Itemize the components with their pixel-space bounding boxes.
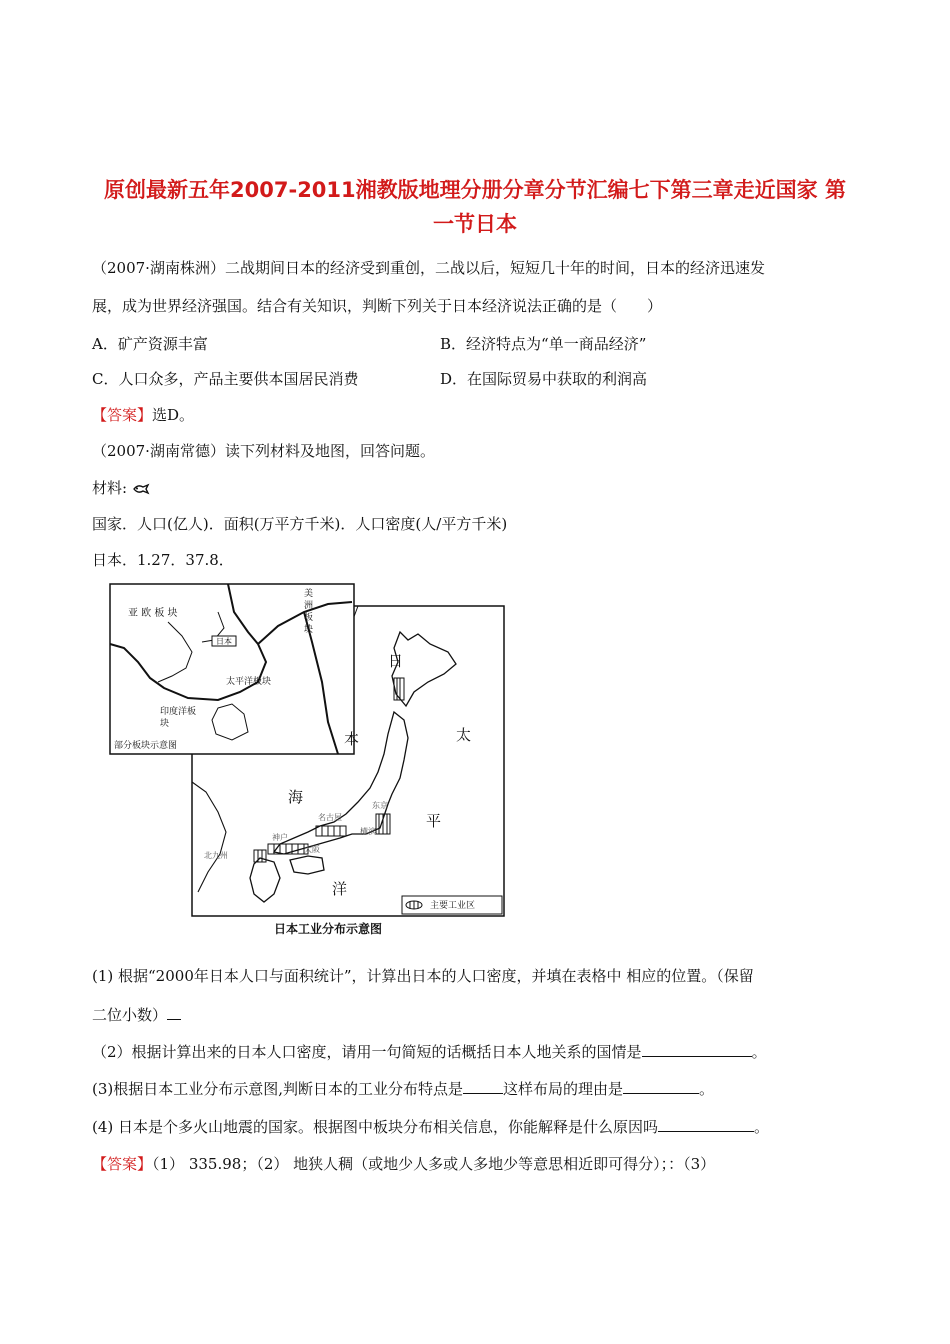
sub3-period: 。 <box>699 1080 715 1098</box>
label-eurasian-plate: 亚 欧 板 块 <box>128 608 178 619</box>
japan-map-figure <box>108 582 508 938</box>
q1-option-d: D．在国际贸易中获取的利润高 <box>440 370 648 388</box>
label-nagoya: 名古屋 <box>318 813 342 822</box>
label-sea-hai: 海 <box>288 788 304 806</box>
sub1-blank[interactable] <box>167 1005 181 1020</box>
label-japan-inset: 日本 <box>216 637 232 646</box>
label-yokohama: 横滨 <box>360 827 376 836</box>
sub4-blank[interactable] <box>658 1117 754 1132</box>
title-line-1: 原创最新五年2007-2011湘教版地理分册分章分节汇编七下第三章走近国家 第 <box>104 178 846 202</box>
sub2-period: 。 <box>751 1043 767 1061</box>
sub3-blank-2[interactable] <box>623 1079 699 1094</box>
sub3-text-b: 这样布局的理由是 <box>503 1080 624 1098</box>
label-ocean-yang: 洋 <box>332 880 348 898</box>
sub3-text-a: (3)根据日本工业分布示意图,判断日本的工业分布特点是 <box>92 1080 464 1098</box>
sub3-blank-1[interactable] <box>463 1079 503 1094</box>
sub4-period: 。 <box>754 1118 770 1136</box>
sub2-blank[interactable] <box>642 1042 752 1057</box>
q2-material <box>92 477 150 498</box>
sub1-line2-text: 二位小数） <box>92 1006 168 1024</box>
material-table-row: 日本．1.27．37.8． <box>92 551 234 569</box>
q1-stem-line2: 展，成为世界经济强国。结合有关知识，判断下列关于日本经济说法正确的是（ ） <box>92 297 663 315</box>
legend-label: 主要工业区 <box>430 901 476 911</box>
sub2-text: （2）根据计算出来的日本人口密度，请用一句简短的话概括日本人地关系的国情是 <box>92 1043 642 1061</box>
answer-text-2: （1） 335.98；（2） 地狭人稠（或地少人多或人多地少等意思相近即可得分）；：（3） <box>152 1155 716 1173</box>
title-line-2: 一节日本 <box>433 212 517 236</box>
label-pacific-plate: 太平洋板块 <box>226 677 272 687</box>
q2-sub3 <box>92 1078 714 1099</box>
q1-answer <box>92 404 194 425</box>
label-ocean-ping: 平 <box>426 812 442 830</box>
q1-stem-line1: （2007·湖南株洲）二战期间日本的经济受到重创，二战以后，短短几十年的时间，日本的经济迅速发 <box>92 259 765 277</box>
q1-option-c: C．人口众多，产品主要供本国居民消费 <box>92 370 359 388</box>
answer-text: 选D。 <box>152 406 195 424</box>
material-label: 材料: <box>92 479 128 497</box>
answer-tag-2: 【答案】 <box>92 1155 153 1173</box>
q1-option-b: B．经济特点为“单一商品经济” <box>440 335 647 353</box>
q2-sub4 <box>92 1116 769 1137</box>
label-tokyo: 东京 <box>372 801 388 810</box>
q2-stem: （2007·湖南常德）读下列材料及地图，回答问题。 <box>92 442 435 460</box>
label-sea-ri: 日 <box>388 652 404 670</box>
label-american-plate: 美 洲 板 块 <box>304 589 314 635</box>
map-caption: 日本工业分布示意图 <box>274 922 383 936</box>
q2-sub2 <box>92 1041 767 1062</box>
label-ocean-tai: 太 <box>456 726 472 744</box>
q1-option-a: A．矿产资源丰富 <box>92 335 208 353</box>
inset-caption: 部分板块示意图 <box>114 741 178 751</box>
label-indian-plate: 印度洋板块 <box>160 707 197 729</box>
q2-sub1-line2 <box>92 1004 181 1025</box>
label-sea-ben: 本 <box>344 730 360 748</box>
material-table-header: 国家．人口(亿人)．面积(万平方千米)．人口密度(人/平方千米) <box>92 515 508 533</box>
label-kobe: 神户 <box>272 833 288 842</box>
label-osaka: 大阪 <box>304 845 320 854</box>
fish-icon <box>132 483 150 495</box>
q2-answer <box>92 1153 715 1174</box>
document-title <box>60 173 890 241</box>
q2-sub1-line1: (1) 根据“2000年日本人口与面积统计”，计算出日本的人口密度，并填在表格中 相应的位置。（保留 <box>92 967 754 985</box>
sub4-text: (4) 日本是个多火山地震的国家。根据图中板块分布相关信息，你能解释是什么原因吗 <box>92 1118 659 1136</box>
label-kitakyushu: 北九州 <box>204 851 228 860</box>
answer-tag: 【答案】 <box>92 406 153 424</box>
